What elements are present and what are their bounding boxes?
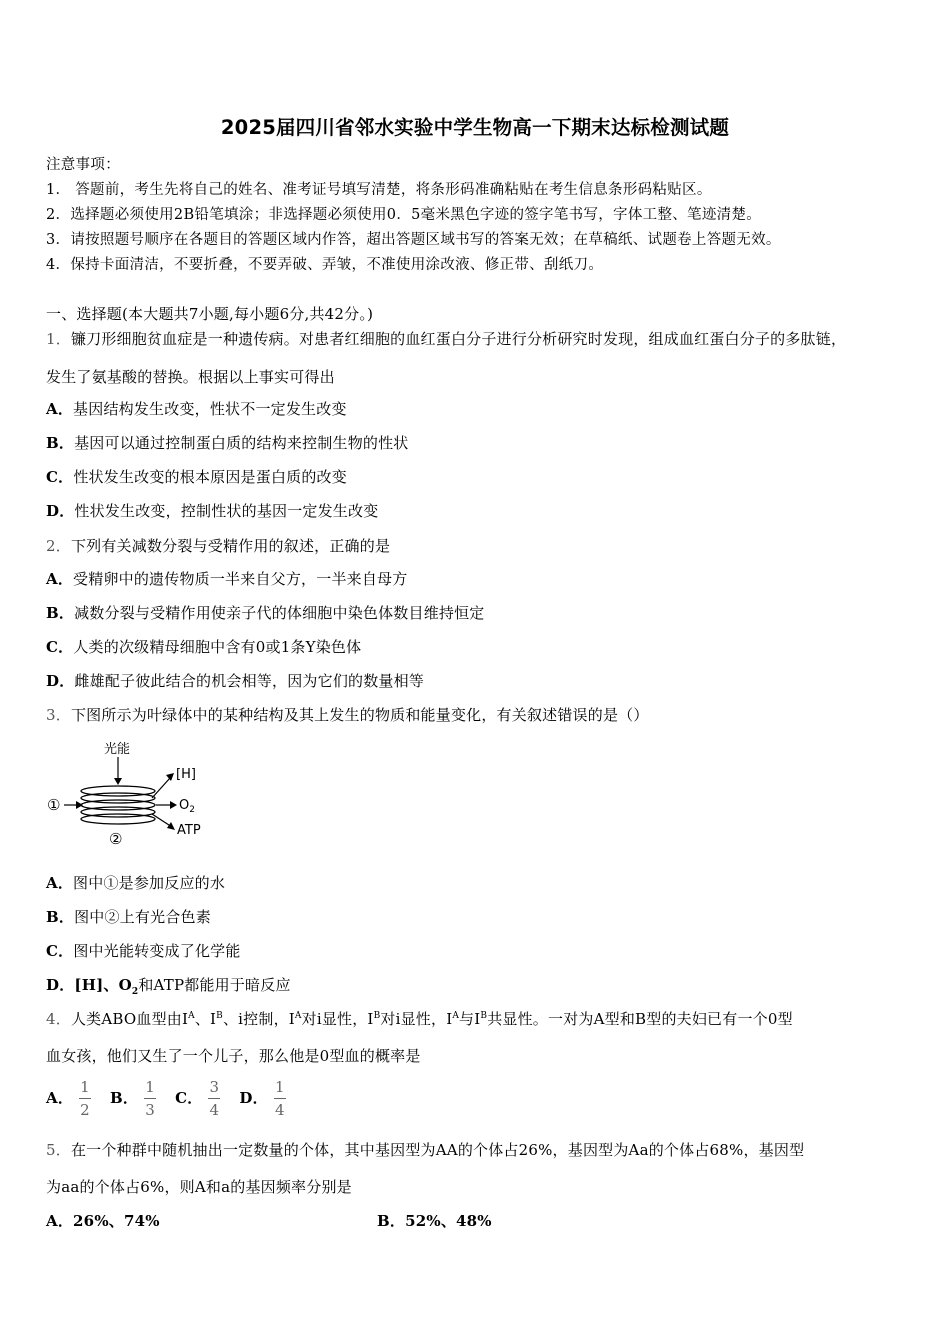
h-arrow (152, 778, 170, 798)
circle-1-label: ① (47, 796, 61, 814)
fraction: $\frac{3}{4}$ (209, 1078, 220, 1119)
circle-2-label: ② (109, 830, 123, 848)
notice-item-4: 4．保持卡面清洁，不要折叠，不要弄破、弄皱，不准使用涂改液、修正带、刮纸刀。 (46, 257, 604, 273)
disc-5 (81, 814, 155, 824)
thylakoid-diagram (44, 738, 224, 850)
atp-arrow-head (167, 822, 175, 830)
q3-option-c[interactable]: C．图中光能转变成了化学能 (46, 942, 241, 960)
o2-label: $O_2$ (179, 798, 195, 815)
question-number: 3． (46, 706, 71, 724)
q2-option-a[interactable]: A．受精卵中的遗传物质一半来自父方，一半来自母方 (46, 570, 408, 588)
question-text: 镰刀形细胞贫血症是一种遗传病。对患者红细胞的血红蛋白分子进行分析研究时发现，组成血红蛋白分子的多肽链， (70, 330, 847, 348)
question-text: 下图所示为叶绿体中的某种结构及其上发生的物质和能量变化，有关叙述错误的是（） (70, 706, 649, 724)
fraction: $\frac{1}{2}$ (80, 1078, 90, 1119)
question-5 (46, 1139, 804, 1160)
notice-item-1: 1． 答题前，考生先将自己的姓名、准考证号填写清楚，将条形码准确粘贴在考生信息条形码粘贴区。 (46, 182, 712, 198)
q2-option-b[interactable]: B．减数分裂与受精作用使亲子代的体细胞中染色体数目维持恒定 (46, 604, 485, 622)
notice-item-2: 2．选择题必须使用2B铅笔填涂；非选择题必须使用0．5毫米黑色字迹的签字笔书写，字体工整、笔迹清楚。 (46, 207, 762, 223)
q2-option-c[interactable]: C．人类的次级精母细胞中含有0或1条Y染色体 (46, 638, 362, 656)
question-number: 5． (46, 1141, 71, 1159)
question-3 (46, 704, 649, 725)
q2-option-d[interactable]: D．雌雄配子彼此结合的机会相等，因为它们的数量相等 (46, 672, 425, 690)
q4-option-c[interactable]: C． $\frac{3}{4}$ (175, 1078, 220, 1119)
question-text: 下列有关减数分裂与受精作用的叙述，正确的是 (70, 537, 391, 555)
question-number: 2． (46, 537, 71, 555)
question-5-line2: 为aa的个体占6%，则A和a的基因频率分别是 (46, 1178, 352, 1196)
notice-heading: 注意事项： (46, 157, 120, 173)
q1-option-c[interactable]: C．性状发生改变的根本原因是蛋白质的改变 (46, 468, 347, 486)
question-1-line2: 发生了氨基酸的替换。根据以上事实可得出 (46, 368, 335, 386)
q1-option-b[interactable]: B．基因可以通过控制蛋白质的结构来控制生物的性状 (46, 434, 409, 452)
light-energy-label: 光能 (104, 742, 131, 757)
q4-option-b[interactable]: B． $\frac{1}{3}$ (110, 1078, 155, 1119)
section-heading: 一、选择题(本大题共7小题,每小题6分,共42分。) (46, 305, 374, 323)
q1-option-d[interactable]: D．性状发生改变，控制性状的基因一定发生改变 (46, 502, 379, 520)
q4-option-d[interactable]: D． $\frac{1}{4}$ (239, 1078, 285, 1119)
atp-label: ATP (177, 823, 201, 838)
q5-option-a[interactable]: A．26%、74% (46, 1212, 160, 1230)
fraction: $\frac{1}{4}$ (274, 1078, 285, 1119)
h-label: [H] (176, 767, 196, 782)
question-4: 4．人类ABO血型由$I^A$、$I^B$、i控制，$I^A$对i显性，$I^B$对i显性，$I^A$与$I^B$共显性。一对为A型和B型的夫妇已有一个0型 (46, 1010, 793, 1028)
page-title: 2025届四川省邻水实验中学生物高一下期末达标检测试题 (220, 116, 730, 139)
o2-arrow-head (170, 801, 177, 809)
fraction: $\frac{1}{3}$ (145, 1078, 155, 1119)
notice-item-3: 3．请按照题号顺序在各题目的答题区域内作答，超出答题区域书写的答案无效；在草稿纸、试题卷上答题无效。 (46, 232, 781, 248)
input-arrow-head (76, 801, 83, 809)
question-number: 4． (46, 1010, 71, 1028)
q3-option-a[interactable]: A．图中①是参加反应的水 (46, 874, 226, 892)
q4-options (46, 1078, 292, 1119)
h-arrow-head (166, 773, 174, 781)
q4-option-a[interactable]: A． $\frac{1}{2}$ (46, 1078, 90, 1119)
question-text: 在一个种群中随机抽出一定数量的个体，其中基因型为AA的个体占26%，基因型为Aa的个体占68%，基因型 (70, 1141, 805, 1159)
question-2 (46, 535, 390, 556)
light-arrow-head (114, 778, 122, 785)
q5-option-b[interactable]: B．52%、48% (377, 1212, 492, 1230)
question-1 (46, 328, 846, 349)
question-4-line2: 血女孩，他们又生了一个儿子，那么他是0型血的概率是 (46, 1047, 421, 1065)
question-number: 1． (46, 330, 71, 348)
q3-option-b[interactable]: B．图中②上有光合色素 (46, 908, 211, 926)
q1-option-a[interactable]: A．基因结构发生改变，性状不一定发生改变 (46, 400, 347, 418)
q3-option-d[interactable]: D．[H]、$O_2$和ATP都能用于暗反应 (46, 976, 291, 997)
